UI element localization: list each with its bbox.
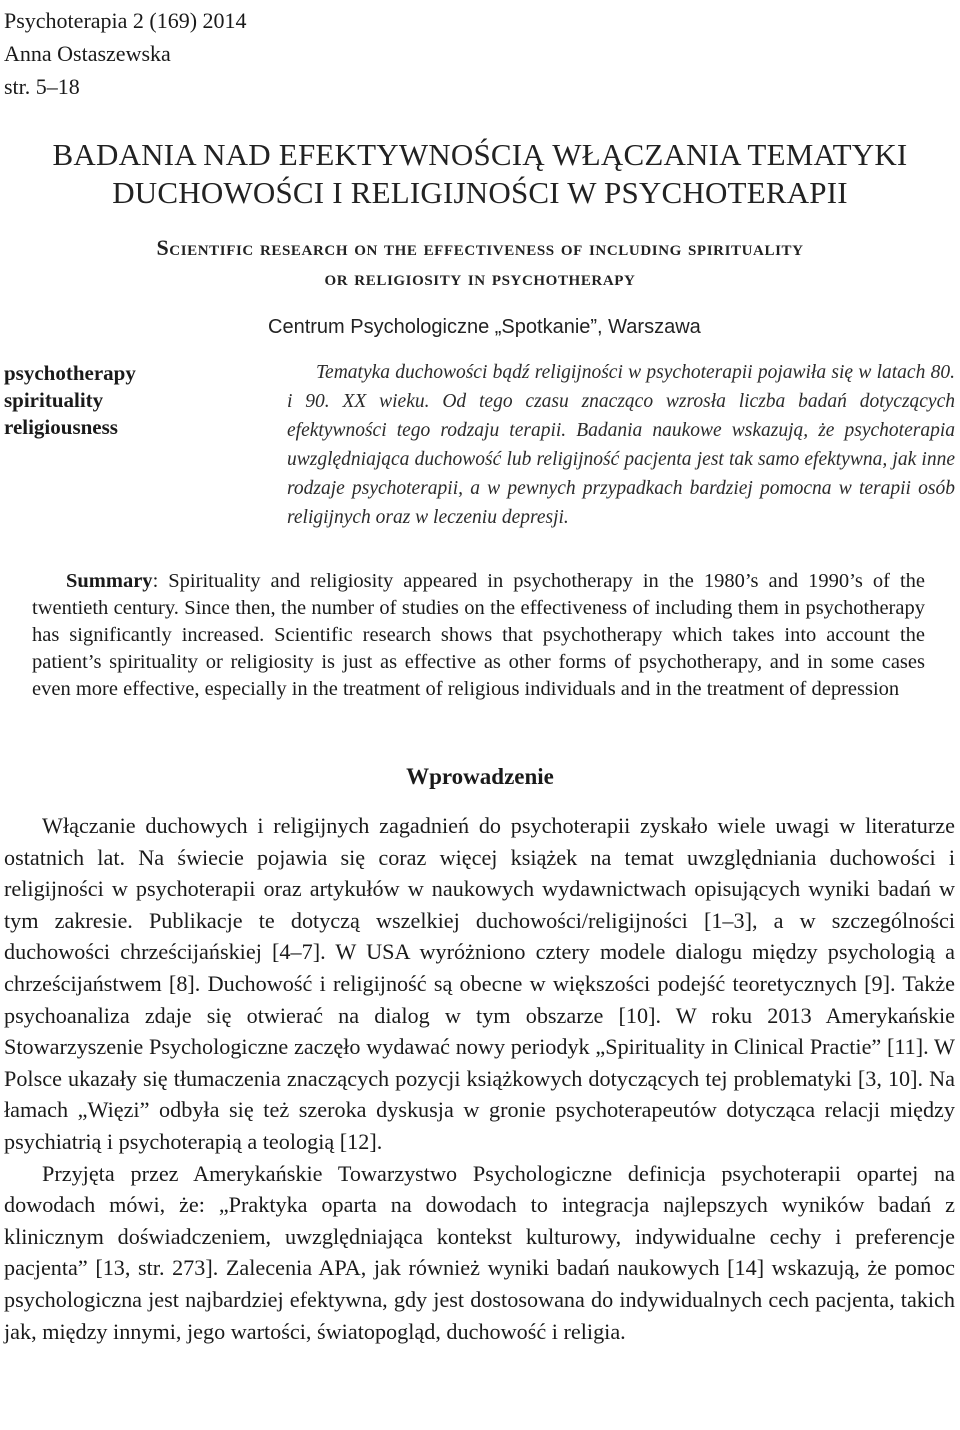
summary-text: : Spirituality and religiosity appeared in psychotherapy in the 1980’s and 1990’s of the twentieth century. Since then, the number of studies on the effectiveness of including them in psychotherapy has significantly increased. Scientific research shows that psychotherapy which takes into account the patient’s spirituality or religiosity is just as effective as other forms of psychotherapy, and in some cases even more effective, especially in the treatment of religious individuals and in the treatment of depression xyxy=(32,570,925,700)
title-en-line-2: or religiosity in psychotherapy xyxy=(324,265,636,290)
abstract-polish-text: Tematyka duchowości bądź religijności w psychoterapii pojawiła się w latach 80. i 90. XX wieku. Od tego czasu znacząco wzrosła liczba badań dotyczących efektywności tego rodzaju terapii. Badania naukowe wskazują, że psychoterapia uwzględniająca duchowość lub religijność pacjenta jest tak samo efektywna, jak inne rodzaje psychoterapii, a w pewnych przypadkach bardziej pomocna w terapii osób religijnych oraz w leczeniu depresji. xyxy=(287,362,955,528)
abstract-polish xyxy=(287,358,955,532)
journal-header xyxy=(4,4,247,103)
keyword-item: spirituality xyxy=(4,388,104,412)
keywords-list xyxy=(4,360,136,441)
title-pl-line-1: BADANIA NAD EFEKTYWNOŚCIĄ WŁĄCZANIA TEMATYKI xyxy=(52,137,908,172)
keyword-item: psychotherapy xyxy=(4,361,136,385)
article-title-english xyxy=(0,233,960,293)
summary-english xyxy=(32,568,925,703)
keyword-item: religiousness xyxy=(4,415,118,439)
author-affiliation: Centrum Psychologiczne „Spotkanie”, Warszawa xyxy=(268,316,701,338)
body-paragraph: Przyjęta przez Amerykańskie Towarzystwo Psychologiczne definicja psychoterapii opartej na dowodach mówi, że: „Praktyka oparta na dowodach to integracja najlepszych wyników badań z klinicznym doświadczeniem, uwzględniająca kontekst kulturowy, indywidualne cechy i preferencje pacjenta” [13, str. 273]. Zalecenia APA, jak również wyniki badań naukowych [14] wskazują, że pomoc psychologiczna jest najbardziej efektywna, gdy jest dostosowana do indywidualnych cech pacjenta, takich jak, między innymi, jego wartości, światopogląd, duchowość i religia. xyxy=(4,1160,955,1344)
title-en-line-1: Scientific research on the effectiveness of including spirituality xyxy=(156,235,804,260)
section-heading: Wprowadzenie xyxy=(406,764,554,789)
article-title-polish xyxy=(0,136,960,212)
summary-paragraph xyxy=(32,568,925,703)
body-paragraph: Włączanie duchowych i religijnych zagadnień do psychoterapii zyskało wiele uwagi w literaturze ostatnich lat. Na świecie pojawia się coraz więcej książek na temat uwzględniania duchowości i religijności w psychoterapii oraz artykułów w naukowych wydawnictwach opisujących wyniki badań w tym zakresie. Publikacje te dotyczą wszelkiej duchowości/religijności [1–3], a w szczególności duchowości chrześcijańskiej [4–7]. W USA wyróżniono cztery modele dialogu między psychologią a chrześcijaństwem [8]. Duchowość i religijność są obecne w większości podejść teoretycznych [9]. Także psychoanaliza zdaje się otwierać na dialog w tym obszarze [10]. W roku 2013 Amerykańskie Stowarzyszenie Psychologiczne zaczęło wydawać nowy periodyk „Spirituality in Clinical Practie” [11]. W Polsce ukazały się tłumaczenia znaczących pozycji książkowych dotyczących tej problematyki [3, 10]. Na łamach „Więzi” odbyła się też szeroka dyskusja w gronie psychoterapeutów dotycząca relacji między psychiatrią i psychoterapią a teologią [12]. xyxy=(4,813,955,1154)
page-range: str. 5–18 xyxy=(4,74,80,99)
body-text xyxy=(4,810,955,1347)
title-pl-line-2: DUCHOWOŚCI I RELIGIJNOŚCI W PSYCHOTERAPII xyxy=(112,175,848,210)
summary-label: Summary xyxy=(66,570,153,592)
journal-name: Psychoterapia 2 (169) 2014 xyxy=(4,8,247,33)
author-name: Anna Ostaszewska xyxy=(4,41,171,66)
